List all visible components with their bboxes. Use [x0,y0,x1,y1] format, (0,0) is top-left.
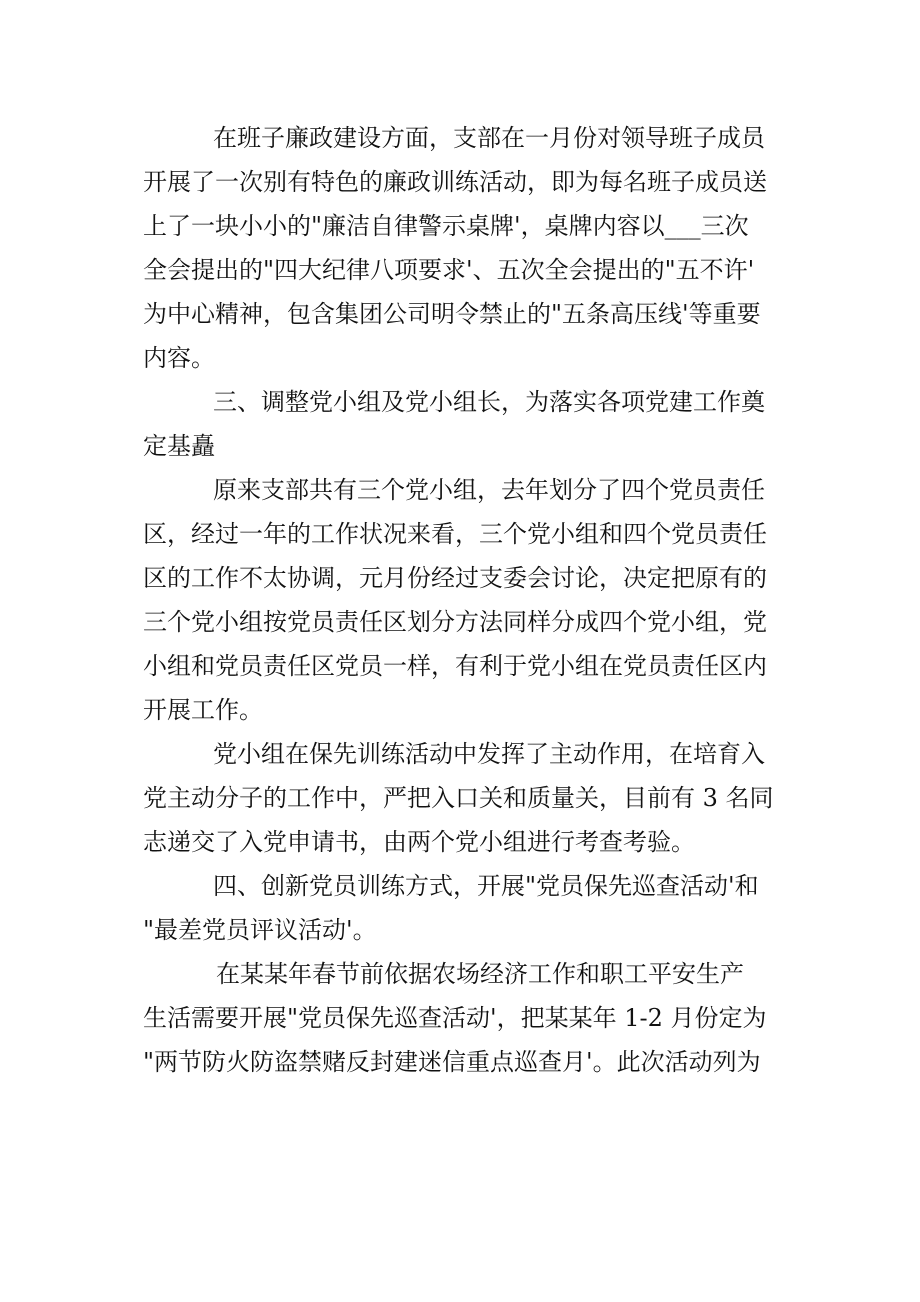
paragraph-groups-line-2: 区，经过一年的工作状况来看，三个党小组和四个党员责任 [143,520,767,548]
document-body [143,116,783,1084]
section-heading-three-line-2: 定基矗 [143,432,215,460]
paragraph-integrity-line-3: 上了一块小小的"廉洁自律警示桌牌'，桌牌内容以___三次 [143,212,749,240]
paragraph-groups-line-3: 区的工作不太协调，元月份经过支委会讨论，决定把原有的 [143,564,767,592]
section-heading-four-line-2: "最差党员评议活动'。 [143,916,377,944]
paragraph-integrity-line-4: 全会提出的"四大纪律八项要求'、五次全会提出的"五不许' [143,256,755,284]
paragraph-groups-line-5: 小组和党员责任区党员一样，有利于党小组在党员责任区内 [143,652,767,680]
paragraph-patrol-line-1: 在某某年春节前依据农场经济工作和职工平安生产 [216,960,744,988]
paragraph-role-line-2: 党主动分子的工作中，严把入口关和质量关，目前有 3 名同 [143,784,774,812]
paragraph-groups-line-4: 三个党小组按党员责任区划分方法同样分成四个党小组，党 [143,608,767,636]
paragraph-patrol-line-3: "两节防火防盗禁赌反封建迷信重点巡查月'。此次活动列为 [143,1048,761,1076]
paragraph-integrity-line-2: 开展了一次别有特色的廉政训练活动，即为每名班子成员送 [143,168,767,196]
paragraph-groups-line-1: 原来支部共有三个党小组，去年划分了四个党员责任 [213,476,765,504]
paragraph-groups-line-6: 开展工作。 [143,696,263,724]
paragraph-role-line-1: 党小组在保先训练活动中发挥了主动作用，在培育入 [213,740,765,768]
section-heading-three-line-1: 三、调整党小组及党小组长，为落实各项党建工作奠 [213,388,765,416]
paragraph-integrity-line-6: 内容。 [143,344,215,372]
section-heading-four-line-1: 四、创新党员训练方式，开展"党员保先巡查活动'和 [213,872,759,900]
paragraph-integrity-line-1: 在班子廉政建设方面，支部在一月份对领导班子成员 [213,124,765,152]
paragraph-integrity-line-5: 为中心精神，包含集团公司明令禁止的"五条高压线'等重要 [143,300,761,328]
paragraph-patrol-line-2: 生活需要开展"党员保先巡查活动'，把某某年 1-2 月份定为 [143,1004,767,1032]
paragraph-role-line-3: 志递交了入党申请书，由两个党小组进行考查考验。 [143,828,695,856]
